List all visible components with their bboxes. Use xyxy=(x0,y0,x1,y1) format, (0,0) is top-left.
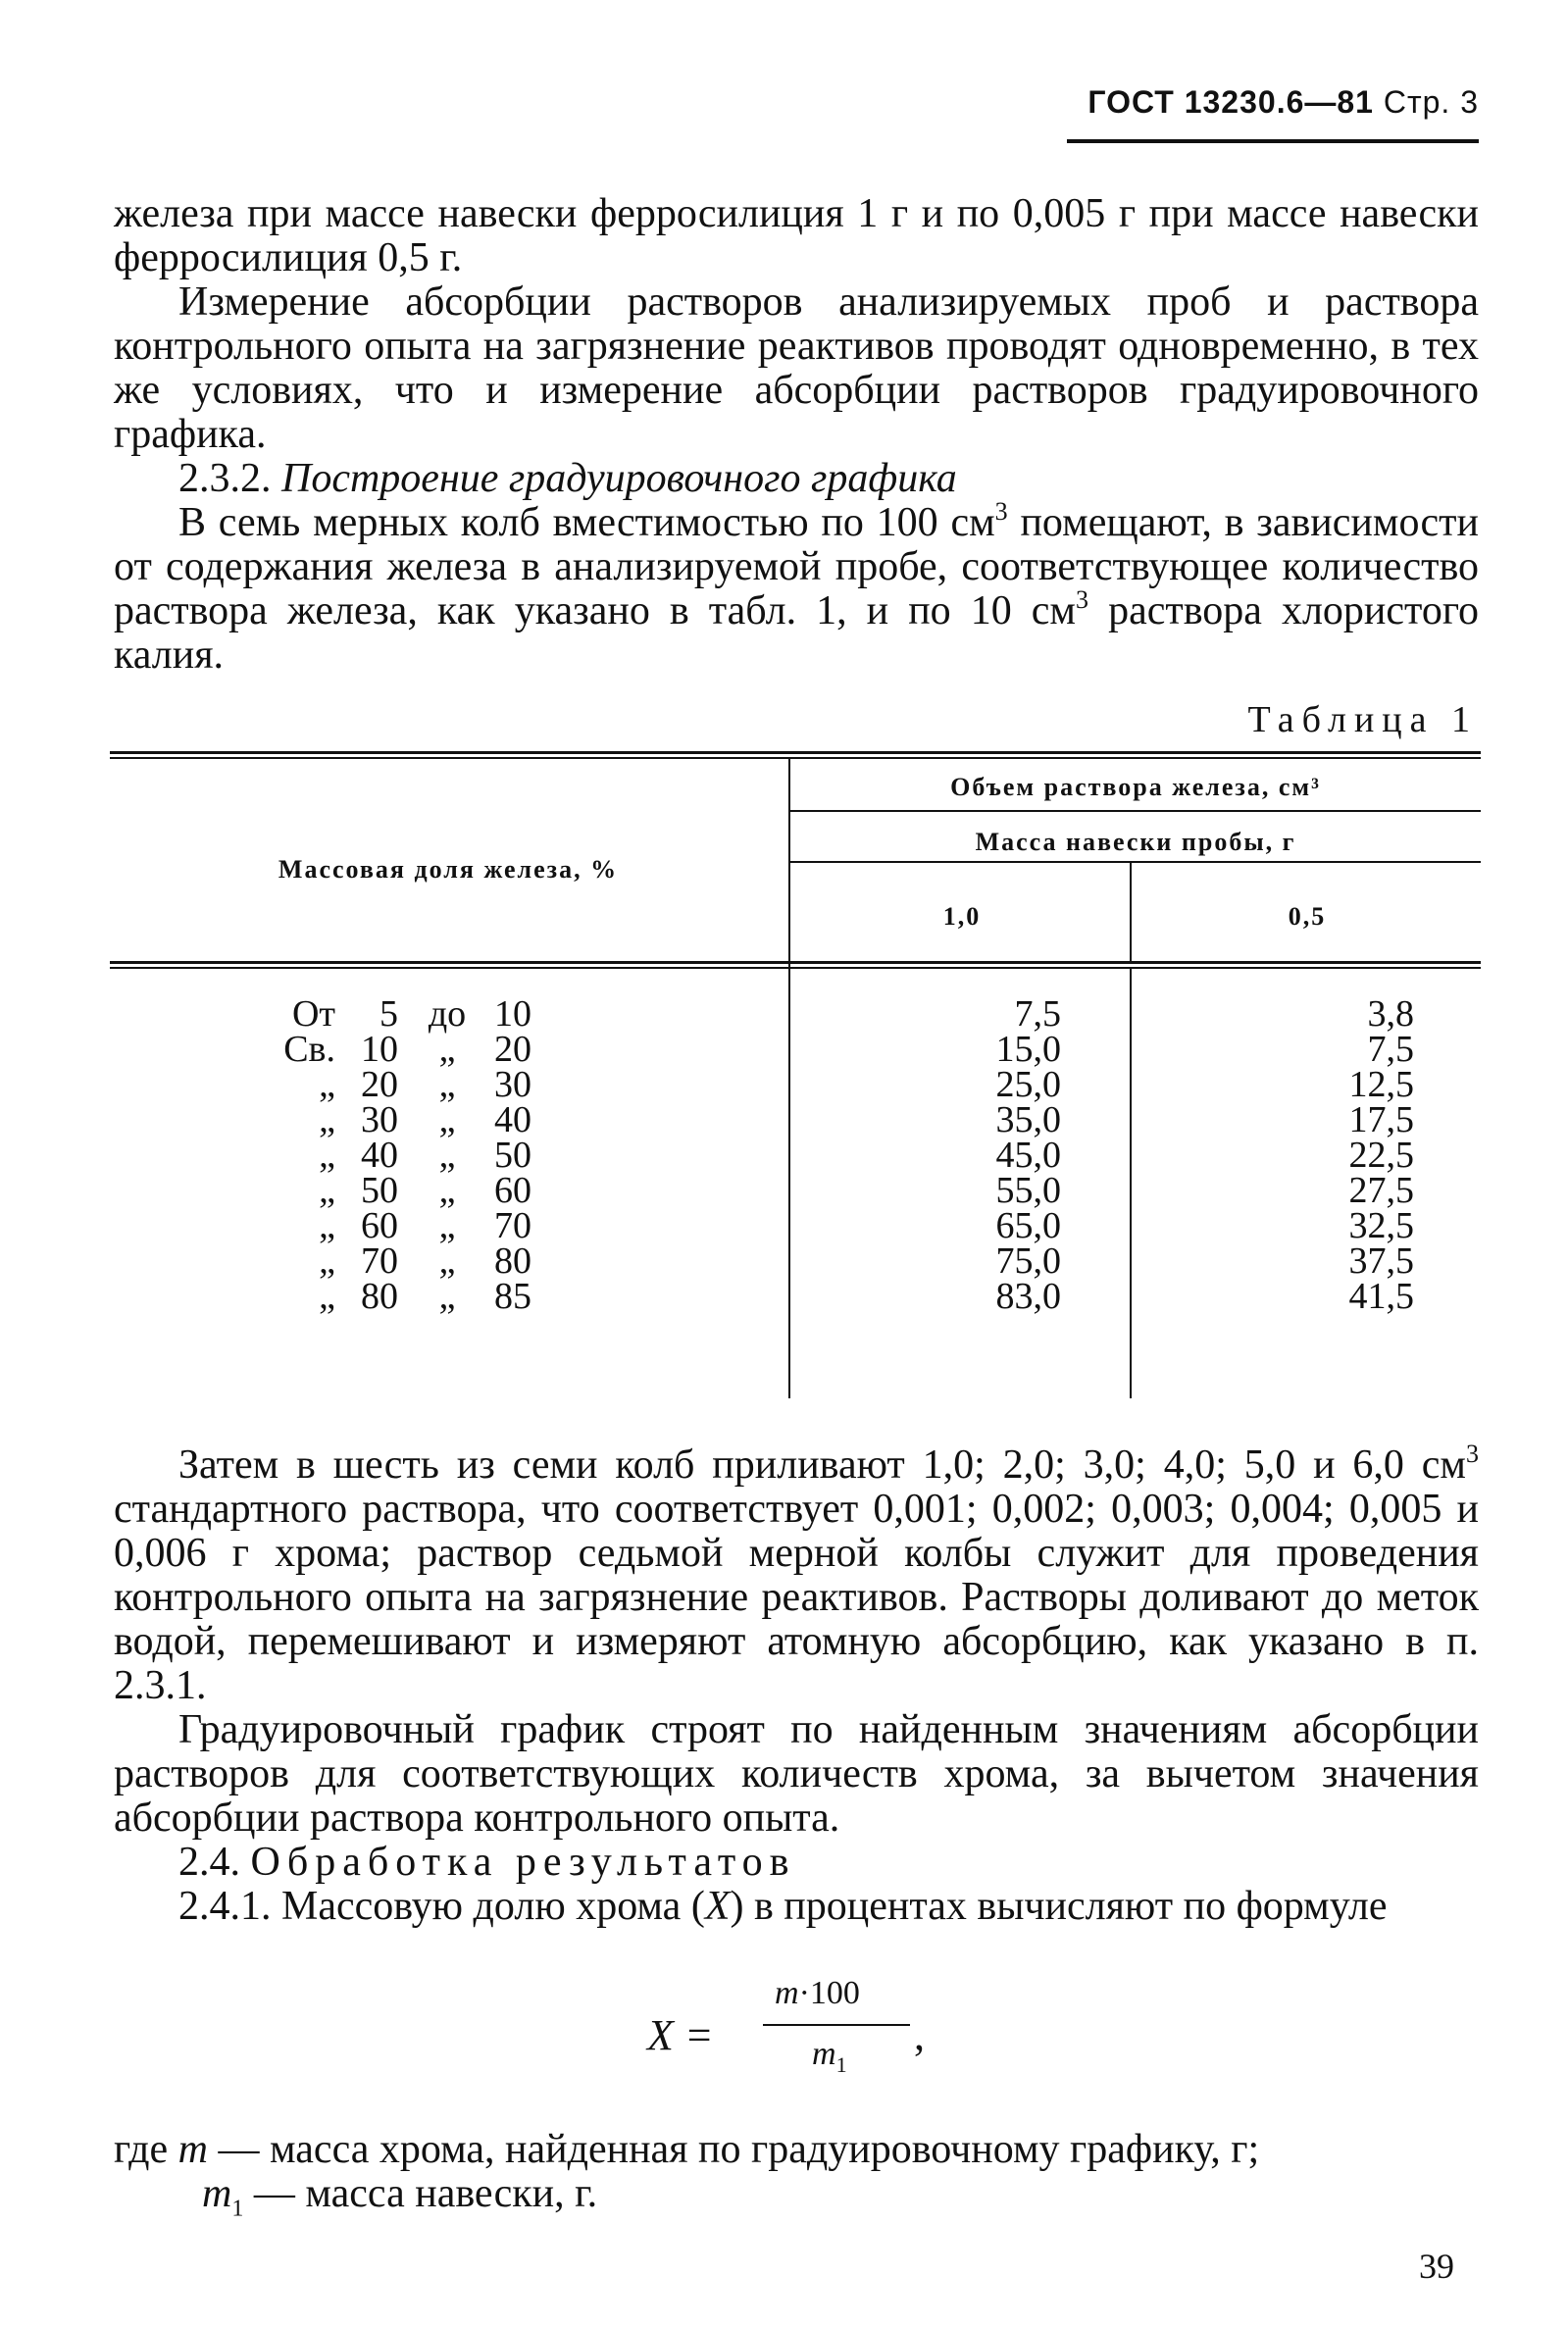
column-header-iron-fraction: Массовая доля железа, % xyxy=(278,855,619,884)
subscript: 1 xyxy=(231,2196,244,2222)
table-cell-to: 10 xyxy=(494,993,531,1035)
range-prefix-column xyxy=(257,993,335,1317)
formula-numerator xyxy=(775,1975,860,2012)
table-cell-prefix: „ xyxy=(319,1099,335,1140)
volume-mass-2-column xyxy=(1287,993,1414,1317)
table-cell-v2: 27,5 xyxy=(1348,1170,1414,1211)
column-header-mass-1: 1,0 xyxy=(942,902,982,931)
variable-m1 xyxy=(202,2171,244,2222)
formula-denominator xyxy=(812,2036,847,2078)
section-number: 2.4. xyxy=(178,1840,240,1885)
table-caption: Таблица 1 xyxy=(1247,699,1478,740)
table-cell-v1: 55,0 xyxy=(995,1170,1061,1211)
text-block-middle xyxy=(114,1440,1479,1929)
column-divider xyxy=(1130,969,1132,1398)
table-cell-from: 10 xyxy=(361,1029,398,1070)
page-number: 39 xyxy=(1419,2247,1454,2286)
range-sep-column xyxy=(418,993,477,1317)
section-heading xyxy=(114,457,1479,501)
superscript: 3 xyxy=(994,497,1008,526)
header-body-rule xyxy=(110,967,1481,969)
table-cell-from: 5 xyxy=(379,993,398,1035)
table-cell-prefix: „ xyxy=(319,1205,335,1246)
table-cell-to: 50 xyxy=(494,1135,531,1176)
table-cell-to: 30 xyxy=(494,1064,531,1105)
table-cell-sep: „ xyxy=(438,1029,456,1070)
table-cell-prefix: „ xyxy=(319,1135,335,1176)
superscript: 3 xyxy=(1466,1440,1479,1468)
table-cell-prefix: „ xyxy=(319,1064,335,1105)
table-cell-sep: „ xyxy=(438,1205,456,1246)
subscript: 1 xyxy=(835,2051,847,2077)
paragraph: Измерение абсорбции растворов анализируемых проб и раствора контрольного опыта на загрязнение реактивов проводят одновременно, в тех же условиях, что и измерение абсорбции растворов градуировочного графика. xyxy=(114,279,1479,457)
table-cell-sep: „ xyxy=(438,1135,456,1176)
text-run: ·100 xyxy=(798,1975,860,2011)
text-block-top xyxy=(114,192,1479,678)
table-cell-v1: 45,0 xyxy=(995,1135,1061,1176)
table-cell-to: 60 xyxy=(494,1170,531,1211)
table-cell-v1: 75,0 xyxy=(995,1240,1061,1282)
page-header xyxy=(1059,84,1479,121)
table-cell-from: 40 xyxy=(361,1135,398,1176)
variable-x: X xyxy=(704,1884,731,1929)
table-cell-prefix: „ xyxy=(319,1170,335,1211)
text-run: где xyxy=(114,2127,178,2172)
table-cell-sep: „ xyxy=(438,1099,456,1140)
table-cell-prefix: Св. xyxy=(283,1029,335,1070)
formula-comma: , xyxy=(914,2011,925,2059)
table-cell-sep: „ xyxy=(438,1064,456,1105)
table-top-rule xyxy=(110,751,1481,754)
table-cell-v2: 32,5 xyxy=(1348,1205,1414,1246)
text-run: Затем в шесть из семи колб приливают 1,0; 2,0; 3,0; 4,0; 5,0 и 6,0 см xyxy=(178,1442,1466,1488)
table-cell-from: 60 xyxy=(361,1205,398,1246)
table-cell-v1: 7,5 xyxy=(1014,993,1061,1035)
section-number: 2.3.2. xyxy=(178,456,272,501)
table-cell-to: 40 xyxy=(494,1099,531,1140)
paragraph xyxy=(114,497,1479,678)
table-cell-v2: 17,5 xyxy=(1348,1099,1414,1140)
text-run: помещают, в зависимости от содержания железа в анализируемой пробе, соответствующее количество раствора железа, как указано в табл. 1, и по 10 см xyxy=(114,500,1479,633)
column-group-header-volume: Объем раствора железа, см³ xyxy=(950,773,1321,801)
header-rule xyxy=(1067,139,1479,143)
table-cell-from: 20 xyxy=(361,1064,398,1105)
header-rule xyxy=(790,810,1481,812)
column-subheader-mass: Масса навески пробы, г xyxy=(975,828,1296,856)
range-to-column xyxy=(477,993,531,1317)
section-title: Построение градуировочного графика xyxy=(281,456,957,501)
section-heading xyxy=(114,1841,1479,1885)
table-cell-to: 70 xyxy=(494,1205,531,1246)
text-run: ) в процентах вычисляют по формуле xyxy=(730,1884,1388,1929)
paragraph xyxy=(114,1885,1479,1929)
text-run: — масса хрома, найденная по градуировочному графику, г; xyxy=(208,2127,1260,2172)
table-cell-v1: 65,0 xyxy=(995,1205,1061,1246)
table-cell-to: 80 xyxy=(494,1240,531,1282)
formula xyxy=(647,1975,961,2093)
column-divider xyxy=(788,759,790,1398)
table-cell-prefix: От xyxy=(291,993,335,1035)
text-block-definitions xyxy=(114,2128,1479,2231)
section-title: Обработка результатов xyxy=(250,1840,796,1885)
fraction-bar xyxy=(763,2024,910,2026)
variable-m: m xyxy=(775,1975,799,2011)
text-run: m xyxy=(202,2171,232,2216)
table-cell-from: 50 xyxy=(361,1170,398,1211)
column-header-mass-2: 0,5 xyxy=(1288,902,1327,931)
table-cell-v2: 3,8 xyxy=(1367,993,1414,1035)
table-cell-v2: 22,5 xyxy=(1348,1135,1414,1176)
table-cell-v2: 41,5 xyxy=(1348,1276,1414,1317)
table-cell-v1: 35,0 xyxy=(995,1099,1061,1140)
text-run: — масса навески, г. xyxy=(243,2171,598,2216)
table-cell-v2: 37,5 xyxy=(1348,1240,1414,1282)
table-cell-v1: 83,0 xyxy=(995,1276,1061,1317)
table-cell-v2: 7,5 xyxy=(1367,1029,1414,1070)
header-body-rule xyxy=(110,961,1481,964)
range-from-column xyxy=(335,993,398,1317)
variable-m: m xyxy=(177,2127,208,2172)
table-cell-to: 85 xyxy=(494,1276,531,1317)
table-cell-v2: 12,5 xyxy=(1348,1064,1414,1105)
paragraph: железа при массе навески ферросилиция 1 г и по 0,005 г при массе навески ферросилиция 0,5 г. xyxy=(114,191,1479,280)
definition-m1 xyxy=(114,2172,1479,2231)
paragraph: Градуировочный график строят по найденным значениям абсорбции растворов для соответствующих количеств хрома, за вычетом значения абсорбции раствора контрольного опыта. xyxy=(114,1707,1479,1841)
formula-lhs: X = xyxy=(647,2011,714,2059)
table-cell-prefix: „ xyxy=(319,1240,335,1282)
table-cell-v1: 15,0 xyxy=(995,1029,1061,1070)
gost-number: ГОСТ 13230.6—81 xyxy=(1087,84,1374,120)
table-cell-from: 70 xyxy=(361,1240,398,1282)
table-cell-v1: 25,0 xyxy=(995,1064,1061,1105)
paragraph xyxy=(114,1440,1479,1708)
table-top-rule xyxy=(110,757,1481,759)
text-run: раствора хлористого калия. xyxy=(114,588,1479,678)
table-cell-from: 30 xyxy=(361,1099,398,1140)
table-cell-sep: „ xyxy=(438,1240,456,1282)
table-cell-sep: до xyxy=(428,993,467,1035)
volume-mass-1-column xyxy=(924,993,1061,1317)
table-cell-prefix: „ xyxy=(319,1276,335,1317)
table-cell-sep: „ xyxy=(438,1170,456,1211)
page-label: Стр. 3 xyxy=(1383,84,1479,120)
superscript: 3 xyxy=(1076,585,1089,614)
table-cell-sep: „ xyxy=(438,1276,456,1317)
text-run: стандартного раствора, что соответствует 0,001; 0,002; 0,003; 0,004; 0,005 и 0,006 г хрома; раствор седьмой мерной колбы служит для проведения контрольного опыта на загрязнение реактивов. Растворы доливают до меток водой, перемешивают и измеряют атомную абсорбцию, как указано в п. 2.3.1. xyxy=(114,1487,1479,1708)
text-run: 2.4.1. Массовую долю хрома ( xyxy=(178,1884,705,1929)
table-cell-from: 80 xyxy=(361,1276,398,1317)
header-rule xyxy=(790,861,1481,863)
column-divider xyxy=(1130,861,1132,963)
table-cell-to: 20 xyxy=(494,1029,531,1070)
data-table xyxy=(110,751,1481,1398)
variable-m1: m xyxy=(812,2036,836,2072)
text-run: В семь мерных колб вместимостью по 100 см xyxy=(178,500,995,545)
definition-m xyxy=(114,2128,1479,2172)
